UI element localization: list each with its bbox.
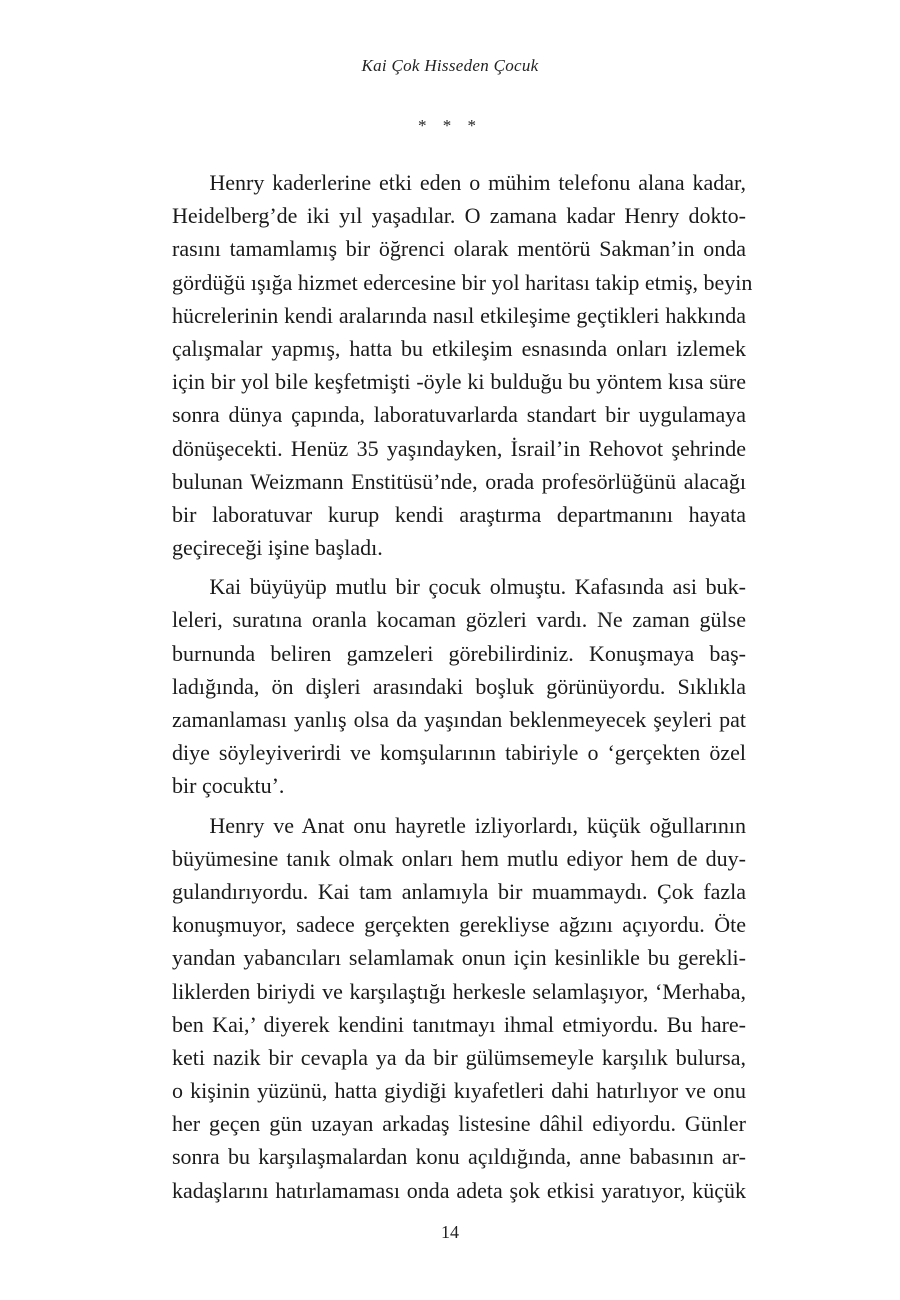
text-line: kadaşlarını hatırlamaması onda adeta şok etkisi yaratıyor, küçük <box>172 1177 746 1203</box>
text-line: leleri, suratına oranla kocaman gözleri vardı. Ne zaman gülse <box>172 607 746 633</box>
page-number: 14 <box>441 1222 459 1242</box>
text-line: rasını tamamlamış bir öğrenci olarak mentörü Sakman’in onda <box>172 236 746 262</box>
text-line: büyümesine tanık olmak onları hem mutlu ediyor hem de duy- <box>172 845 746 871</box>
text-line: bir çocuktu’. <box>172 773 285 799</box>
text-line: gördüğü ışığa hizmet edercesine bir yol haritası takip etmiş, beyin <box>172 269 753 295</box>
section-break: * * * <box>418 116 482 135</box>
text-line: gulandırıyordu. Kai tam anlamıyla bir muammaydı. Çok fazla <box>172 878 746 904</box>
text-line: o kişinin yüzünü, hatta giydiği kıyafetleri dahi hatırlıyor ve onu <box>172 1078 746 1104</box>
text-line: hücrelerinin kendi aralarında nasıl etkileşime geçtikleri hakkında <box>172 302 746 328</box>
text-line: sonra bu karşılaşmalardan konu açıldığında, anne babasının ar- <box>172 1144 746 1170</box>
text-line: her geçen gün uzayan arkadaş listesine dâhil ediyordu. Günler <box>172 1111 746 1137</box>
text-line: Heidelberg’de iki yıl yaşadılar. O zamana kadar Henry dokto- <box>172 203 746 229</box>
paragraph-1 <box>172 166 753 564</box>
text-line: ben Kai,’ diyerek kendini tanıtmayı ihmal etmiyordu. Bu hare- <box>172 1011 746 1037</box>
text-line: burnunda beliren gamzeleri görebilirdiniz. Konuşmaya baş- <box>172 640 746 666</box>
text-line: keti nazik bir cevapla ya da bir gülümsemeyle karşılık bulursa, <box>172 1044 746 1070</box>
text-line: geçireceği işine başladı. <box>172 535 383 561</box>
text-line: ladığında, ön dişleri arasındaki boşluk görünüyordu. Sıklıkla <box>172 673 746 699</box>
paragraph-2 <box>172 570 746 802</box>
text-line: için bir yol bile keşfetmişti -öyle ki bulduğu bu yöntem kısa süre <box>172 369 746 395</box>
text-line: bir laboratuvar kurup kendi araştırma departmanını hayata <box>172 501 746 527</box>
text-line: konuşmuyor, sadece gerçekten gerekliyse ağzını açıyordu. Öte <box>172 912 746 938</box>
text-line: liklerden biriydi ve karşılaştığı herkesle selamlaşıyor, ‘Merhaba, <box>172 978 746 1004</box>
body-text <box>172 166 753 1207</box>
paragraph-3 <box>172 809 746 1207</box>
text-line: çalışmalar yapmış, hatta bu etkileşim esnasında onları izlemek <box>172 335 746 361</box>
text-line: zamanlaması yanlış olsa da yaşından beklenmeyecek şeyleri pat <box>172 707 746 732</box>
text-line: Henry ve Anat onu hayretle izliyorlardı, küçük oğullarının <box>209 812 746 838</box>
text-line: Henry kaderlerine etki eden o mühim telefonu alana kadar, <box>209 170 746 195</box>
text-line: dönüşecekti. Henüz 35 yaşındayken, İsrail’in Rehovot şehrinde <box>172 435 746 461</box>
text-line: sonra dünya çapında, laboratuvarlarda standart bir uygulamaya <box>172 402 746 428</box>
text-line: yandan yabancıları selamlamak onun için kesinlikle bu gerekli- <box>172 945 746 971</box>
text-line: diye söyleyiverirdi ve komşularının tabiriyle o ‘gerçekten özel <box>172 740 746 766</box>
text-line: Kai büyüyüp mutlu bir çocuk olmuştu. Kafasında asi buk- <box>209 574 746 600</box>
text-line: bulunan Weizmann Enstitüsü’nde, orada profesörlüğünü alacağı <box>172 468 746 494</box>
running-head: Kai Çok Hisseden Çocuk <box>361 56 539 75</box>
